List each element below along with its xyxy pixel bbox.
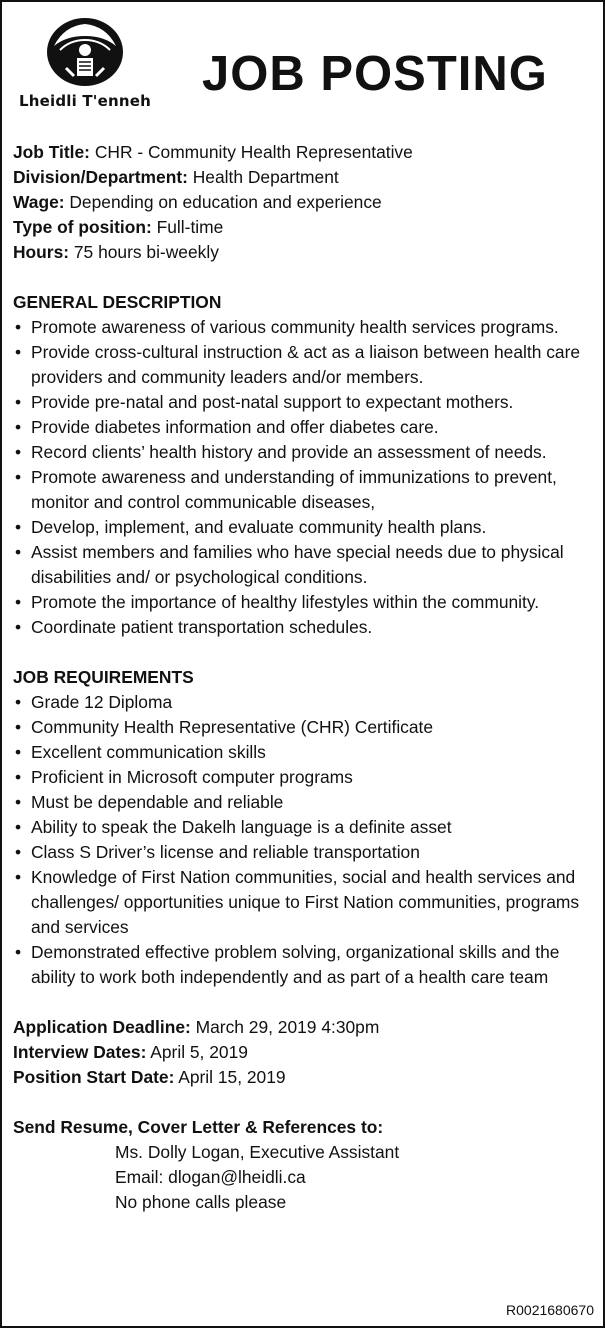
date-value: April 15, 2019 bbox=[178, 1067, 286, 1087]
date-row bbox=[13, 1065, 593, 1090]
detail-row bbox=[13, 165, 593, 190]
list-item: • Proficient in Microsoft computer programs bbox=[13, 765, 593, 790]
date-value: March 29, 2019 4:30pm bbox=[195, 1017, 380, 1037]
job-details bbox=[13, 140, 593, 265]
detail-value: Depending on education and experience bbox=[69, 192, 382, 212]
detail-label: Job Title: bbox=[13, 142, 90, 162]
job-requirements-list bbox=[13, 690, 593, 990]
eagle-emblem-icon bbox=[44, 16, 126, 90]
job-requirements-heading: JOB REQUIREMENTS bbox=[13, 667, 194, 687]
general-description-heading: GENERAL DESCRIPTION bbox=[13, 292, 222, 312]
general-description-list bbox=[13, 315, 593, 640]
list-item: • Knowledge of First Nation communities, social and health services and challenges/ opportunities unique to First Nation communities, programs and services bbox=[13, 865, 593, 940]
detail-value: 75 hours bi-weekly bbox=[73, 242, 219, 262]
date-label: Position Start Date: bbox=[13, 1067, 175, 1087]
contact-name: Ms. Dolly Logan, Executive Assistant bbox=[115, 1142, 400, 1162]
date-row bbox=[13, 1040, 593, 1065]
list-item: • Must be dependable and reliable bbox=[13, 790, 593, 815]
list-item: • Community Health Representative (CHR) Certificate bbox=[13, 715, 593, 740]
contact-email[interactable]: Email: dlogan@lheidli.ca bbox=[115, 1167, 306, 1187]
list-item: • Provide diabetes information and offer diabetes care. bbox=[13, 415, 593, 440]
posting-body bbox=[13, 140, 593, 1215]
detail-row bbox=[13, 240, 593, 265]
key-dates bbox=[13, 1015, 593, 1090]
date-label: Interview Dates: bbox=[13, 1042, 147, 1062]
page-title: JOB POSTING bbox=[202, 47, 548, 101]
date-row bbox=[13, 1015, 593, 1040]
list-item: • Assist members and families who have special needs due to physical disabilities and/ or psychological conditions. bbox=[13, 540, 593, 590]
list-item: • Ability to speak the Dakelh language is a definite asset bbox=[13, 815, 593, 840]
detail-value: CHR - Community Health Representative bbox=[94, 142, 413, 162]
detail-value: Full-time bbox=[156, 217, 224, 237]
list-item: • Record clients’ health history and provide an assessment of needs. bbox=[13, 440, 593, 465]
logo-wordmark: Lheidli T'enneh bbox=[18, 92, 151, 110]
detail-label: Type of position: bbox=[13, 217, 152, 237]
send-heading: Send Resume, Cover Letter & References to: bbox=[13, 1117, 384, 1137]
list-item: • Provide pre-natal and post-natal support to expectant mothers. bbox=[13, 390, 593, 415]
date-value: April 5, 2019 bbox=[150, 1042, 248, 1062]
list-item: • Promote awareness and understanding of immunizations to prevent, monitor and control communicable diseases, bbox=[13, 465, 593, 515]
detail-label: Hours: bbox=[13, 242, 70, 262]
list-item: • Coordinate patient transportation schedules. bbox=[13, 615, 593, 640]
list-item: • Provide cross-cultural instruction & act as a liaison between health care providers and community leaders and/or members. bbox=[13, 340, 593, 390]
detail-value: Health Department bbox=[192, 167, 339, 187]
detail-row bbox=[13, 190, 593, 215]
list-item: • Grade 12 Diploma bbox=[13, 690, 593, 715]
detail-label: Division/Department: bbox=[13, 167, 188, 187]
lheidli-logo bbox=[10, 16, 160, 116]
list-item: • Promote the importance of healthy lifestyles within the community. bbox=[13, 590, 593, 615]
detail-row bbox=[13, 140, 593, 165]
list-item: • Promote awareness of various community health services programs. bbox=[13, 315, 593, 340]
detail-row bbox=[13, 215, 593, 240]
contact-note: No phone calls please bbox=[115, 1192, 287, 1212]
reference-code: R0021680670 bbox=[506, 1302, 594, 1318]
list-item: • Excellent communication skills bbox=[13, 740, 593, 765]
date-label: Application Deadline: bbox=[13, 1017, 191, 1037]
detail-label: Wage: bbox=[13, 192, 65, 212]
list-item: • Demonstrated effective problem solving, organizational skills and the ability to work both independently and as part of a health care team bbox=[13, 940, 593, 990]
list-item: • Develop, implement, and evaluate community health plans. bbox=[13, 515, 593, 540]
list-item: • Class S Driver’s license and reliable transportation bbox=[13, 840, 593, 865]
